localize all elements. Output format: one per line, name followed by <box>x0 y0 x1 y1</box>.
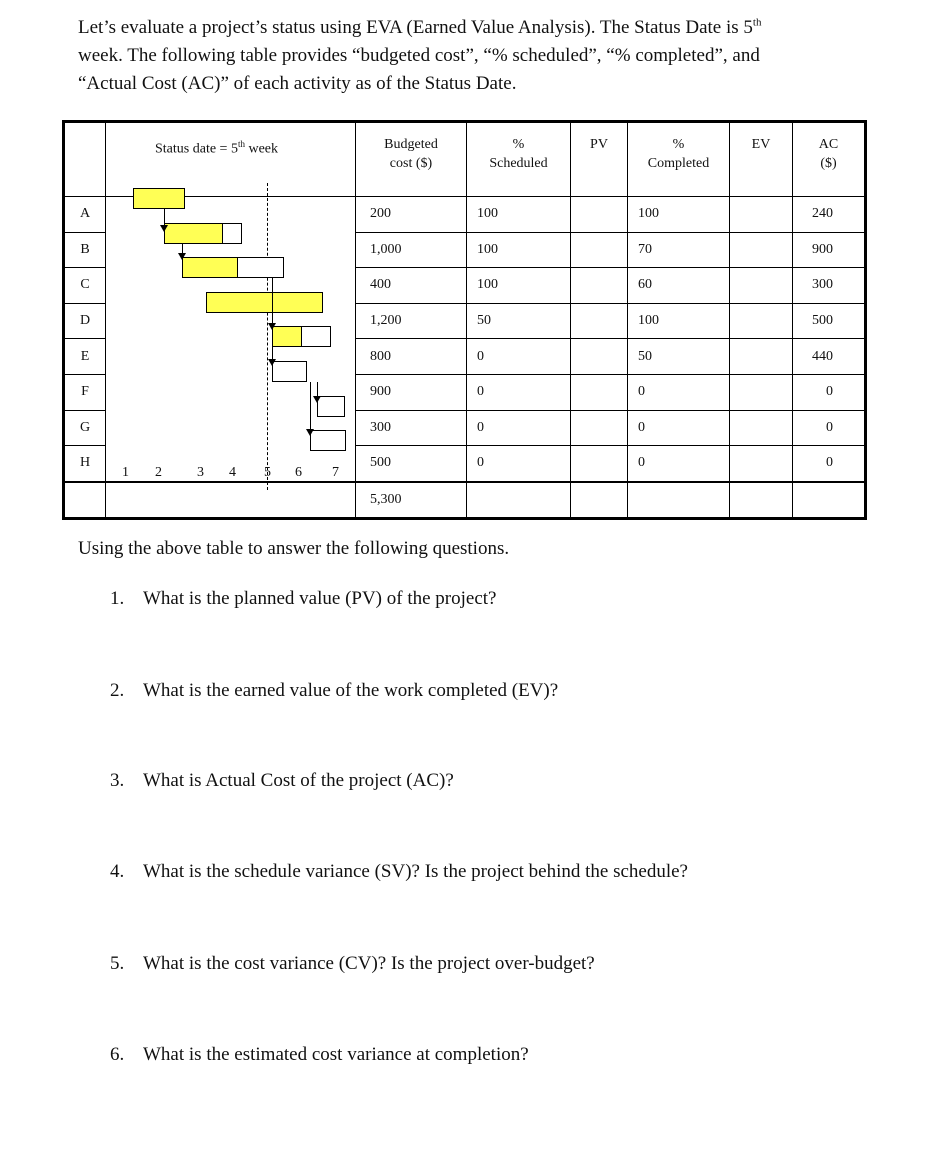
activity-id: F <box>64 374 106 410</box>
question-text: What is the planned value (PV) of the project? <box>143 588 497 609</box>
question-number: 4. <box>110 861 125 882</box>
budget-cell: 1,200 <box>356 303 467 339</box>
ac-cell: 500 <box>793 303 866 339</box>
table-total-row <box>64 482 866 519</box>
gantt-cell <box>106 303 356 339</box>
activity-id: G <box>64 410 106 446</box>
eva-table <box>62 120 867 520</box>
completed-cell: 100 <box>628 197 730 233</box>
ev-cell <box>730 446 793 482</box>
table-row <box>64 303 866 339</box>
header-completed: % Completed <box>628 122 730 197</box>
scheduled-cell: 0 <box>467 410 571 446</box>
pv-cell <box>571 197 628 233</box>
pv-cell <box>571 446 628 482</box>
table-row <box>64 197 866 233</box>
gantt-cell <box>106 268 356 304</box>
gantt-cell <box>106 339 356 375</box>
intro-line-3: “Actual Cost (AC)” of each activity as of the Status Date. <box>78 73 517 94</box>
budget-cell: 900 <box>356 374 467 410</box>
question-text: What is the schedule variance (SV)? Is the project behind the schedule? <box>143 861 688 882</box>
ev-cell <box>730 303 793 339</box>
question-item <box>110 680 558 702</box>
activity-id: D <box>64 303 106 339</box>
ev-cell <box>730 410 793 446</box>
pv-cell <box>571 268 628 304</box>
activity-id: A <box>64 197 106 233</box>
question-text: What is Actual Cost of the project (AC)? <box>143 770 454 791</box>
table-row <box>64 268 866 304</box>
scheduled-cell: 0 <box>467 339 571 375</box>
week-axis-cell <box>106 482 356 519</box>
scheduled-cell: 100 <box>467 197 571 233</box>
budget-cell: 400 <box>356 268 467 304</box>
pv-cell <box>571 339 628 375</box>
completed-cell: 0 <box>628 374 730 410</box>
completed-cell: 100 <box>628 303 730 339</box>
scheduled-cell: 100 <box>467 232 571 268</box>
intro-line-1: Let’s evaluate a project’s status using EVA (Earned Value Analysis). The Status Date is 5th <box>78 16 762 38</box>
budget-cell: 800 <box>356 339 467 375</box>
completed-cell: 60 <box>628 268 730 304</box>
table-row <box>64 232 866 268</box>
total-budget: 5,300 <box>356 482 467 519</box>
intro-paragraph <box>78 14 878 98</box>
question-item <box>110 770 454 792</box>
week-axis <box>107 465 355 485</box>
ac-cell: 240 <box>793 197 866 233</box>
question-item <box>110 953 595 975</box>
budget-cell: 200 <box>356 197 467 233</box>
header-id <box>64 122 106 197</box>
ac-cell: 900 <box>793 232 866 268</box>
question-number: 1. <box>110 588 125 609</box>
question-number: 6. <box>110 1044 125 1065</box>
budget-cell: 1,000 <box>356 232 467 268</box>
gantt-cell <box>106 197 356 233</box>
header-budgeted: Budgeted cost ($) <box>356 122 467 197</box>
scheduled-cell: 100 <box>467 268 571 304</box>
question-item <box>110 861 688 883</box>
header-pv: PV <box>571 122 628 197</box>
question-text: What is the estimated cost variance at completion? <box>143 1044 529 1065</box>
week-label: 7 <box>332 465 339 480</box>
ac-cell: 0 <box>793 374 866 410</box>
question-text: What is the cost variance (CV)? Is the project over-budget? <box>143 953 595 974</box>
completed-cell: 70 <box>628 232 730 268</box>
week-label: 5 <box>264 465 271 480</box>
ac-cell: 440 <box>793 339 866 375</box>
scheduled-cell: 50 <box>467 303 571 339</box>
pv-cell <box>571 374 628 410</box>
pv-cell <box>571 410 628 446</box>
pv-cell <box>571 303 628 339</box>
table-header-row <box>64 122 866 197</box>
activity-id: E <box>64 339 106 375</box>
week-label: 6 <box>295 465 302 480</box>
activity-id: C <box>64 268 106 304</box>
ev-cell <box>730 374 793 410</box>
week-label: 3 <box>197 465 204 480</box>
ac-cell: 0 <box>793 446 866 482</box>
ev-cell <box>730 197 793 233</box>
question-item <box>110 588 497 610</box>
pv-cell <box>571 232 628 268</box>
question-number: 5. <box>110 953 125 974</box>
gantt-cell <box>106 374 356 410</box>
ev-cell <box>730 268 793 304</box>
budget-cell: 300 <box>356 410 467 446</box>
questions-lead: Using the above table to answer the following questions. <box>78 538 510 559</box>
header-scheduled: % Scheduled <box>467 122 571 197</box>
question-text: What is the earned value of the work completed (EV)? <box>143 680 559 701</box>
question-number: 3. <box>110 770 125 791</box>
activity-id: B <box>64 232 106 268</box>
week-label: 1 <box>122 465 129 480</box>
table-row <box>64 374 866 410</box>
completed-cell: 0 <box>628 446 730 482</box>
question-number: 2. <box>110 680 125 701</box>
budget-cell: 500 <box>356 446 467 482</box>
completed-cell: 50 <box>628 339 730 375</box>
ev-cell <box>730 232 793 268</box>
header-gantt: Status date = 5th week <box>106 122 356 197</box>
header-ev: EV <box>730 122 793 197</box>
ac-cell: 300 <box>793 268 866 304</box>
activity-id: H <box>64 446 106 482</box>
scheduled-cell: 0 <box>467 374 571 410</box>
header-ac: AC ($) <box>793 122 866 197</box>
ev-cell <box>730 339 793 375</box>
question-item <box>110 1044 529 1066</box>
week-label: 2 <box>155 465 162 480</box>
ac-cell: 0 <box>793 410 866 446</box>
scheduled-cell: 0 <box>467 446 571 482</box>
week-label: 4 <box>229 465 236 480</box>
table-row <box>64 410 866 446</box>
gantt-cell <box>106 232 356 268</box>
completed-cell: 0 <box>628 410 730 446</box>
table-row <box>64 339 866 375</box>
gantt-cell <box>106 410 356 446</box>
intro-line-2: week. The following table provides “budgeted cost”, “% scheduled”, “% completed”, and <box>78 45 760 66</box>
